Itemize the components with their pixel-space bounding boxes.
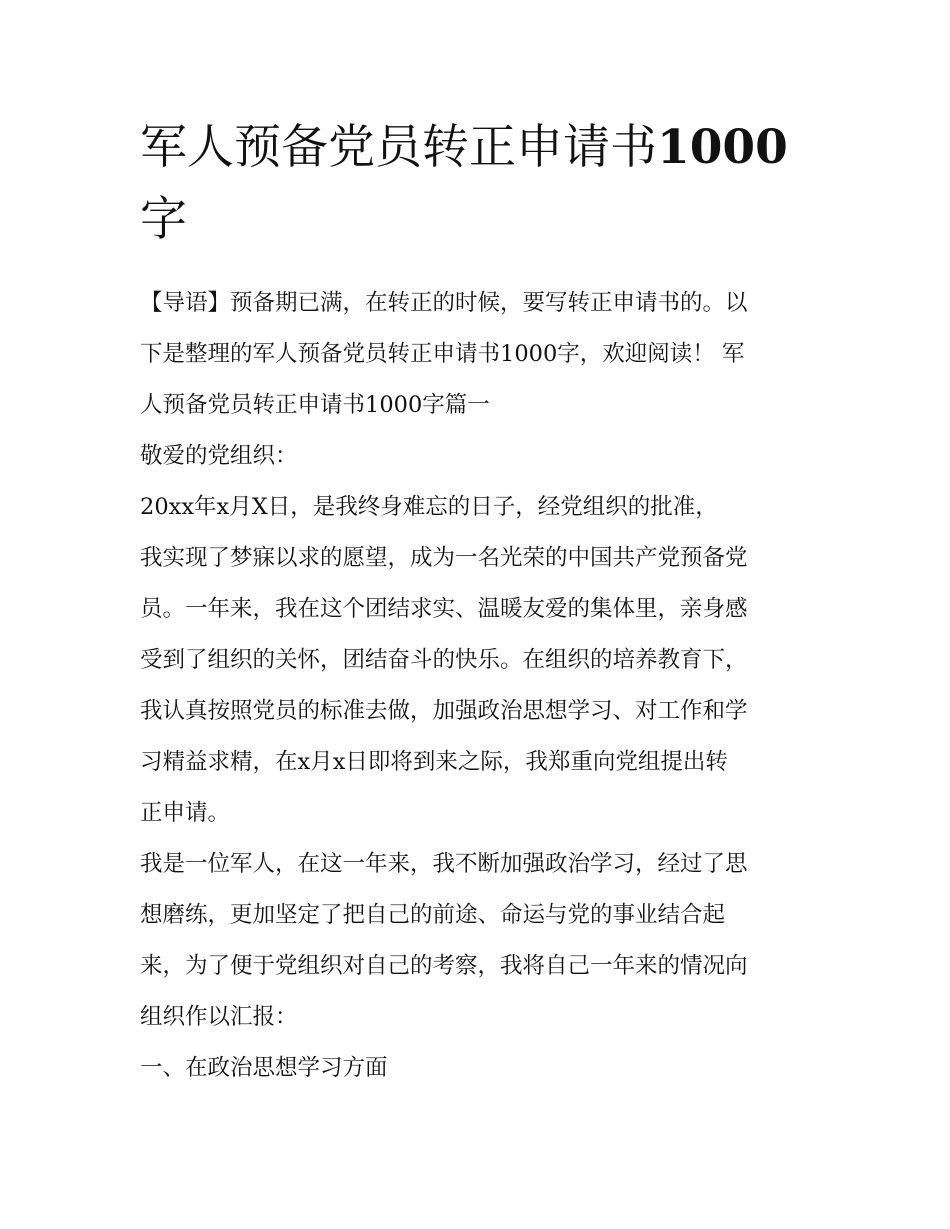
title-suffix: 字 [140, 192, 187, 247]
section-heading: 一、在政治思想学习方面 [140, 1055, 388, 1081]
intro-line: 【导语】预备期已满，在转正的时候，要写转正申请书的。以 [140, 290, 748, 316]
paragraph-line: 来，为了便于党组织对自己的考察，我将自己一年来的情况向 [140, 953, 748, 979]
title-number: 1000 [657, 120, 788, 175]
document-body [140, 278, 820, 1094]
intro-line: 下是整理的军人预备党员转正申请书1000字，欢迎阅读！ 军 [140, 341, 745, 367]
paragraph-line: 我实现了梦寐以求的愿望，成为一名光荣的中国共产党预备党 [140, 545, 748, 571]
paragraph-line: 员。一年来，我在这个团结求实、温暖友爱的集体里，亲身感 [140, 596, 748, 622]
intro-line: 人预备党员转正申请书1000字篇一 [140, 392, 490, 418]
title-text: 军人预备党员转正申请书 [140, 120, 657, 175]
paragraph-line: 习精益求精，在x月x日即将到来之际，我郑重向党组提出转 [140, 749, 728, 775]
paragraph-line: 正申请。 [140, 800, 231, 826]
paragraph-line: 想磨练，更加坚定了把自己的前途、命运与党的事业结合起 [140, 902, 726, 928]
paragraph-line: 我认真按照党员的标准去做，加强政治思想学习、对工作和学 [140, 698, 748, 724]
document-title [140, 112, 820, 256]
paragraph-line: 20xx年x月X日，是我终身难忘的日子，经党组织的批准， [140, 494, 718, 520]
salutation: 敬爱的党组织： [140, 443, 298, 469]
paragraph-line: 组织作以汇报： [140, 1004, 298, 1030]
paragraph-line: 我是一位军人，在这一年来，我不断加强政治学习，经过了思 [140, 851, 748, 877]
paragraph-line: 受到了组织的关怀，团结奋斗的快乐。在组织的培养教育下， [140, 647, 748, 673]
